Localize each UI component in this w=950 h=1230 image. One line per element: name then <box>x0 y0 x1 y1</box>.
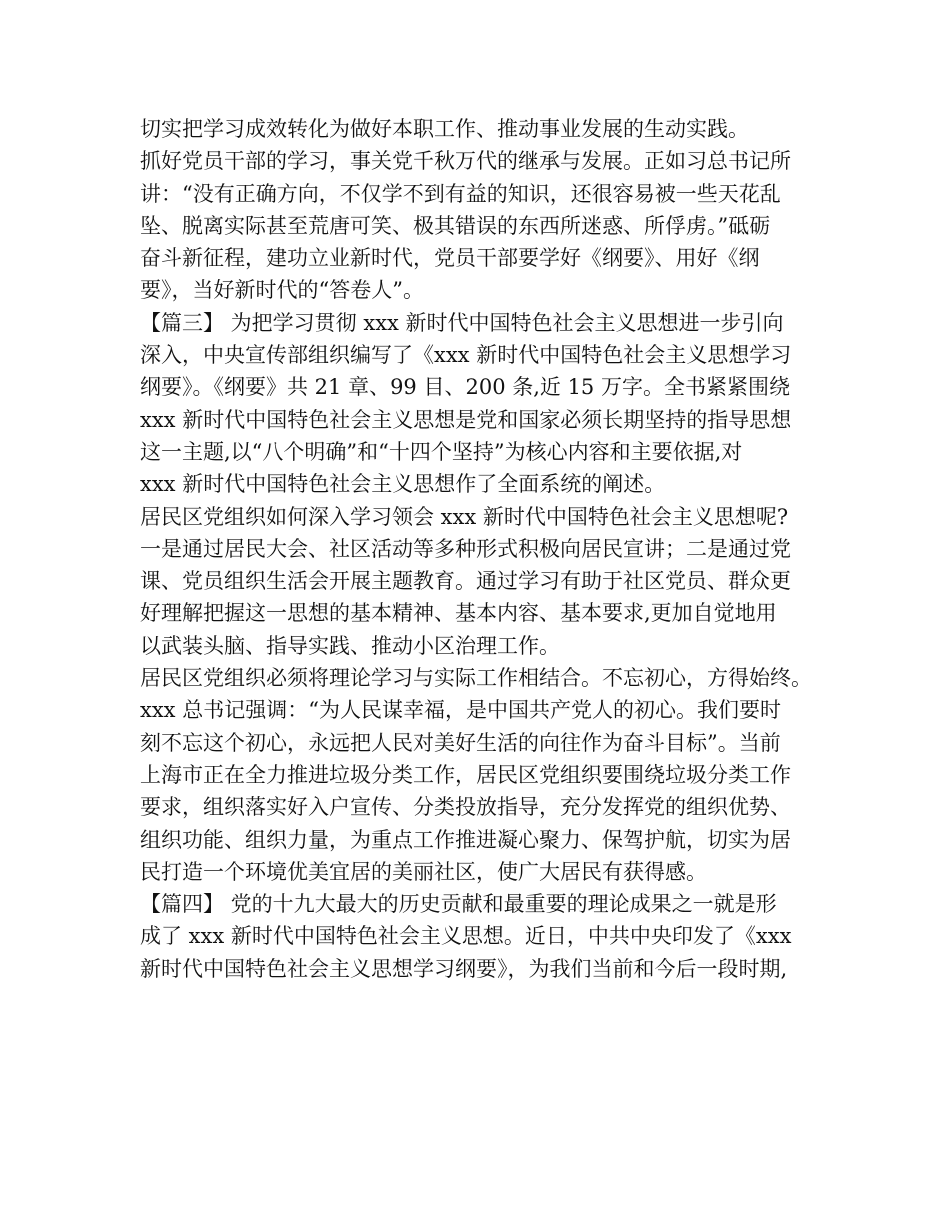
text-line: xxx 新时代中国特色社会主义思想是党和国家必须长期坚持的指导思想 <box>140 407 792 432</box>
text-line: 抓好党员干部的学习，事关党千秋万代的继承与发展。正如习总书记所 <box>140 149 791 174</box>
text-line: 课、党员组织生活会开展主题教育。通过学习有助于社区党员、群众更 <box>140 569 791 594</box>
text-line: 民打造一个环境优美宜居的美丽社区，使广大居民有获得感。 <box>140 859 707 884</box>
document-body <box>140 113 830 985</box>
text-line: xxx 新时代中国特色社会主义思想作了全面系统的阐述。 <box>140 472 666 497</box>
text-line: 成了 xxx 新时代中国特色社会主义思想。近日，中共中央印发了《xxx <box>140 924 792 949</box>
text-line: 上海市正在全力推进垃圾分类工作，居民区党组织要围绕垃圾分类工作 <box>140 762 791 787</box>
text-line: 奋斗新征程，建功立业新时代，党员干部要学好《纲要》、用好《纲 <box>140 246 760 271</box>
text-line: 【篇四】 党的十九大最大的历史贡献和最重要的理论成果之一就是形 <box>140 892 777 917</box>
text-line: 要》，当好新时代的“答卷人”。 <box>140 278 424 303</box>
text-line: xxx 总书记强调：“为人民谋幸福，是中国共产党人的初心。我们要时 <box>140 698 781 723</box>
text-line: 一是通过居民大会、社区活动等多种形式积极向居民宣讲；二是通过党 <box>140 536 791 561</box>
text-line: 切实把学习成效转化为做好本职工作、推动事业发展的生动实践。 <box>140 117 749 141</box>
text-line: 深入，中央宣传部组织编写了《xxx 新时代中国特色社会主义思想学习 <box>140 343 792 368</box>
text-line: 这一主题,以“八个明确”和“十四个坚持”为核心内容和主要依据,对 <box>140 439 743 464</box>
text-line: 组织功能、组织力量，为重点工作推进凝心聚力、保驾护航，切实为居 <box>140 827 791 852</box>
text-line: 要求，组织落实好入户宣传、分类投放指导，充分发挥党的组织优势、 <box>140 795 791 820</box>
text-line: 纲要》。《纲要》共 21 章、99 目、200 条,近 15 万字。全书紧紧围绕 <box>140 375 790 400</box>
text-line: 居民区党组织必须将理论学习与实际工作相结合。不忘初心，方得始终。 <box>140 666 812 691</box>
text-line: 好理解把握这一思想的基本精神、基本内容、基本要求,更加自觉地用 <box>140 601 777 626</box>
text-line: 【篇三】 为把学习贯彻 xxx 新时代中国特色社会主义思想进一步引向 <box>140 310 784 335</box>
text-line: 刻不忘这个初心，永远把人民对美好生活的向往作为奋斗目标”。当前 <box>140 730 781 755</box>
text-line: 新时代中国特色社会主义思想学习纲要》，为我们当前和今后一段时期, <box>140 956 788 981</box>
text-line: 讲：“没有正确方向，不仅学不到有益的知识，还很容易被一些天花乱 <box>140 181 781 206</box>
text-line: 坠、脱离实际甚至荒唐可笑、极其错误的东西所迷惑、所俘虏。”砥砺 <box>140 213 771 238</box>
text-line: 居民区党组织如何深入学习领会 xxx 新时代中国特色社会主义思想呢? <box>140 504 789 529</box>
text-line: 以武装头脑、指导实践、推动小区治理工作。 <box>140 633 560 658</box>
